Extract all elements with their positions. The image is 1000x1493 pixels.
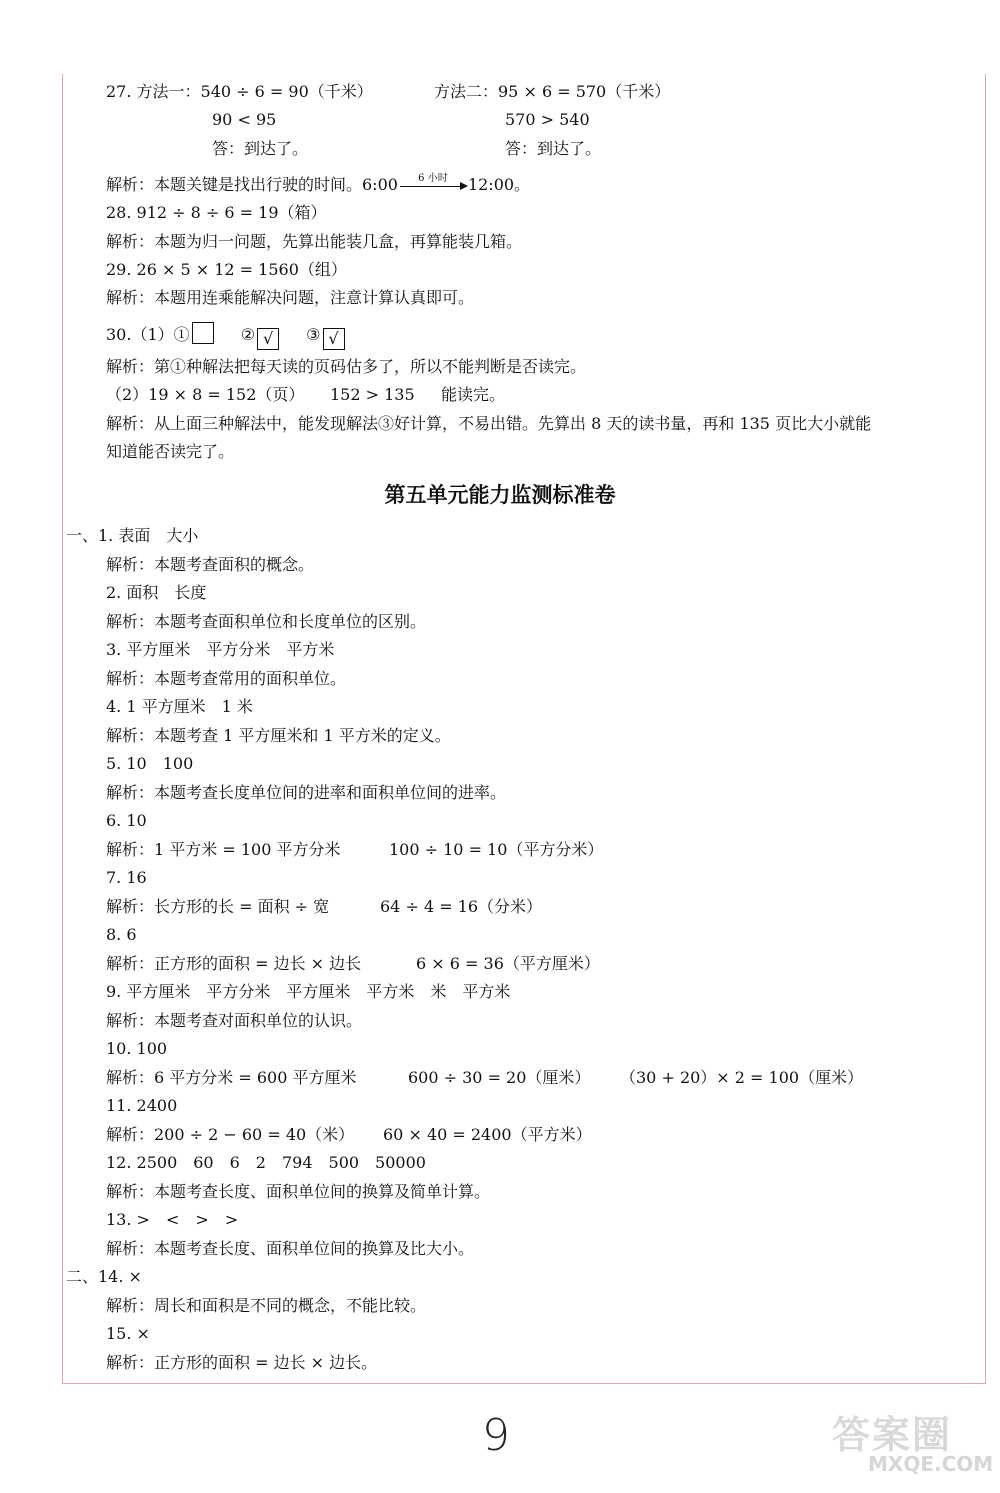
q11-analysis: 解析：200 ÷ 2 − 60 = 40（米） bbox=[106, 1125, 355, 1144]
q27-compare2: 570 > 540 bbox=[505, 110, 590, 129]
q30-compare: 152 > 135 bbox=[330, 385, 415, 404]
q11-calc: 60 × 40 = 2400（平方米） bbox=[383, 1125, 592, 1144]
q10-calc1: 600 ÷ 30 = 20（厘米） bbox=[408, 1068, 591, 1087]
q12-answer: 12. 2500 60 6 2 794 500 50000 bbox=[106, 1153, 426, 1172]
q10-answer: 10. 100 bbox=[106, 1039, 168, 1058]
q30-part1 bbox=[106, 322, 345, 350]
q30-label: 30.（1）① bbox=[106, 325, 190, 344]
q28-answer: 28. 912 ÷ 8 ÷ 6 = 19（箱） bbox=[106, 203, 327, 222]
q28-analysis: 解析：本题为归一问题，先算出能装几盒，再算能装几箱。 bbox=[106, 232, 523, 251]
q30-analysis2-line1: 解析：从上面三种解法中，能发现解法③好计算，不易出错。先算出 8 天的读书量，再和 135 页比大小就能 bbox=[106, 414, 872, 433]
q29-analysis: 解析：本题用连乘能解决问题，注意计算认真即可。 bbox=[106, 288, 475, 307]
q10-analysis: 解析：6 平方分米 = 600 平方厘米 bbox=[106, 1068, 357, 1087]
q9-answer: 9. 平方厘米 平方分米 平方厘米 平方米 米 平方米 bbox=[106, 982, 511, 1001]
q13-answer: 13. > < > > bbox=[106, 1210, 239, 1229]
q7-calc: 64 ÷ 4 = 16（分米） bbox=[380, 897, 543, 916]
watermark-logo: 答案圈 bbox=[832, 1413, 953, 1457]
arrow-label: 6 小时 bbox=[418, 173, 448, 184]
q4-answer: 4. 1 平方厘米 1 米 bbox=[106, 697, 253, 716]
page-number: 9 bbox=[482, 1410, 510, 1461]
q7-answer: 7. 16 bbox=[106, 868, 147, 887]
watermark-url: MXQE.COM bbox=[868, 1452, 994, 1476]
q27-analysis bbox=[106, 175, 530, 195]
q27-answer2: 答：到达了。 bbox=[505, 139, 602, 158]
q10-calc2: （30 + 20）× 2 = 100（厘米） bbox=[620, 1068, 864, 1087]
q27-compare1: 90 < 95 bbox=[212, 110, 277, 129]
q27-answer1: 答：到达了。 bbox=[212, 139, 309, 158]
q8-calc: 6 × 6 = 36（平方厘米） bbox=[416, 954, 600, 973]
q5-answer: 5. 10 100 bbox=[106, 754, 194, 773]
q14-answer: 二、14. × bbox=[66, 1267, 142, 1286]
q1-answer: 一、1. 表面 大小 bbox=[66, 526, 199, 545]
q5-analysis: 解析：本题考查长度单位间的进率和面积单位间的进率。 bbox=[106, 783, 507, 802]
q7-analysis: 解析：长方形的长 = 面积 ÷ 宽 bbox=[106, 897, 330, 916]
q2-answer: 2. 面积 长度 bbox=[106, 583, 207, 602]
q27-method2: 方法二：95 × 6 = 570（千米） bbox=[434, 82, 671, 101]
q30-analysis2-line2: 知道能否读完了。 bbox=[106, 442, 235, 461]
q8-answer: 8. 6 bbox=[106, 925, 137, 944]
q29-answer: 29. 26 × 5 × 12 = 1560（组） bbox=[106, 260, 347, 279]
time-arrow bbox=[398, 175, 468, 195]
q30-choice3-label: ③ bbox=[306, 325, 321, 344]
q1-analysis: 解析：本题考查面积的概念。 bbox=[106, 555, 315, 574]
q11-answer: 11. 2400 bbox=[106, 1096, 178, 1115]
arrow-right-icon bbox=[460, 182, 468, 190]
q6-calc: 100 ÷ 10 = 10（平方分米） bbox=[389, 840, 604, 859]
q3-answer: 3. 平方厘米 平方分米 平方米 bbox=[106, 640, 335, 659]
q30-analysis1: 解析：第①种解法把每天读的页码估多了，所以不能判断是否读完。 bbox=[106, 357, 587, 376]
q30-choice2-label: ② bbox=[240, 325, 256, 344]
q30-result: 能读完。 bbox=[441, 385, 506, 404]
q13-analysis: 解析：本题考查长度、面积单位间的换算及比大小。 bbox=[106, 1239, 475, 1258]
q27-end-time: 12:00。 bbox=[467, 175, 531, 194]
q14-analysis: 解析：周长和面积是不同的概念，不能比较。 bbox=[106, 1296, 427, 1315]
section-title: 第五单元能力监测标准卷 bbox=[384, 482, 616, 507]
q15-answer: 15. × bbox=[106, 1324, 150, 1343]
q9-analysis: 解析：本题考查对面积单位的认识。 bbox=[106, 1011, 363, 1030]
q15-analysis: 解析：正方形的面积 = 边长 × 边长。 bbox=[106, 1353, 378, 1372]
answer-box-empty bbox=[192, 322, 214, 344]
checkmark-box-icon: √ bbox=[323, 328, 345, 350]
q4-analysis: 解析：本题考查 1 平方厘米和 1 平方米的定义。 bbox=[106, 726, 451, 745]
q3-analysis: 解析：本题考查常用的面积单位。 bbox=[106, 669, 347, 688]
q6-answer: 6. 10 bbox=[106, 811, 147, 830]
q2-analysis: 解析：本题考查面积单位和长度单位的区别。 bbox=[106, 612, 427, 631]
q6-analysis: 解析：1 平方米 = 100 平方分米 bbox=[106, 840, 341, 859]
q12-analysis: 解析：本题考查长度、面积单位间的换算及简单计算。 bbox=[106, 1182, 491, 1201]
q30-part2: （2）19 × 8 = 152（页） bbox=[106, 385, 305, 404]
q27-method1: 27. 方法一：540 ÷ 6 = 90（千米） bbox=[106, 82, 373, 101]
q27-analysis-text: 解析：本题关键是找出行驶的时间。6:00 bbox=[106, 175, 398, 194]
q8-analysis: 解析：正方形的面积 = 边长 × 边长 bbox=[106, 954, 362, 973]
checkmark-box-icon: √ bbox=[257, 328, 279, 350]
